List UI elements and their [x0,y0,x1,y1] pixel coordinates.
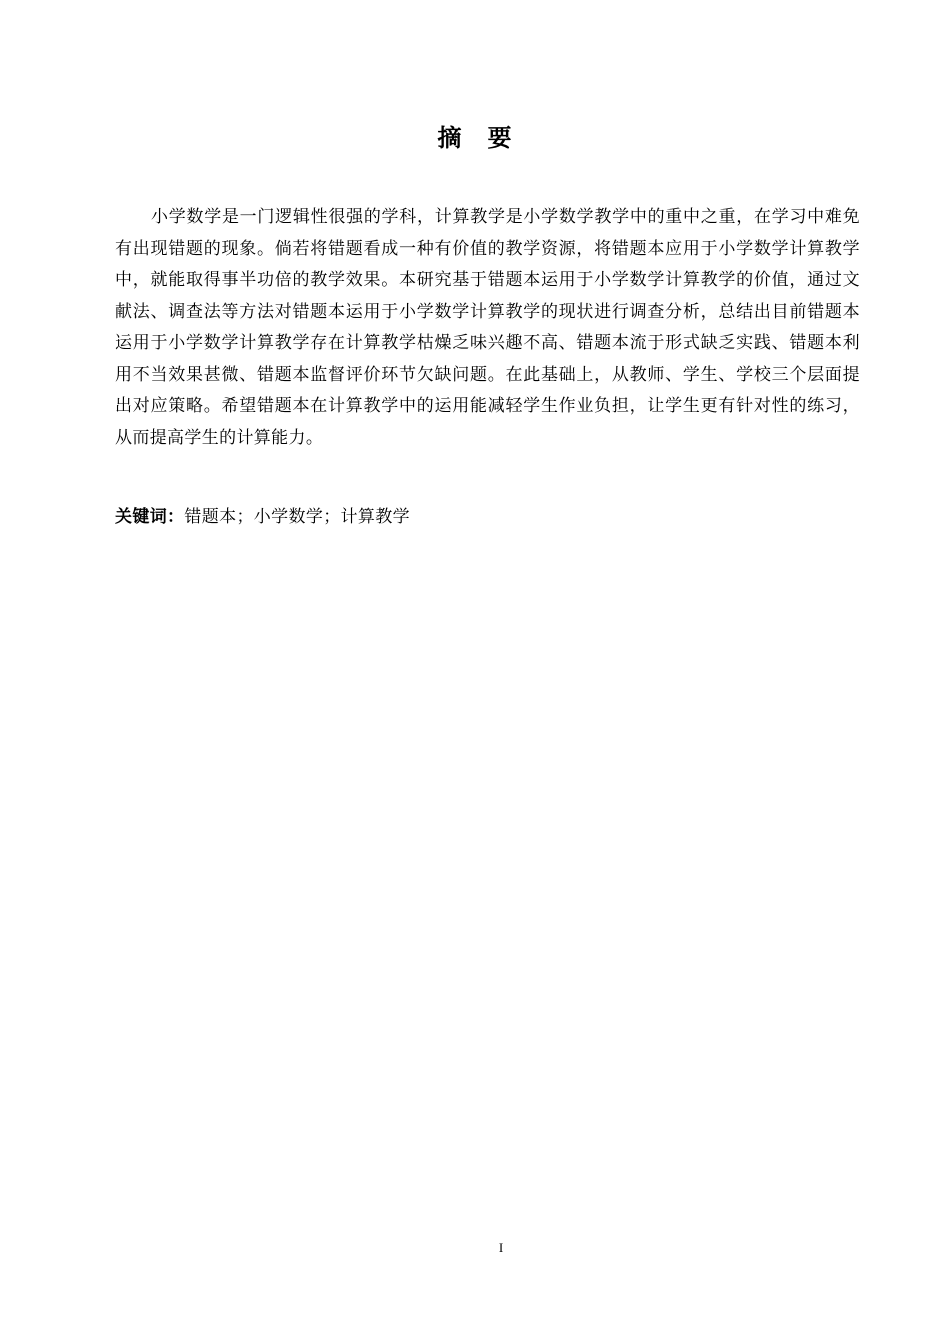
keywords-line [115,502,860,532]
keywords-text: 错题本；小学数学；计算教学 [184,507,410,527]
keywords-label: 关键词： [115,507,185,527]
abstract-paragraph: 小学数学是一门逻辑性很强的学科，计算教学是小学数学教学中的重中之重，在学习中难免有出现错题的现象。倘若将错题看成一种有价值的教学资源，将错题本应用于小学数学计算教学中，就能取得事半功倍的教学效果。本研究基于错题本运用于小学数学计算教学的价值，通过文献法、调查法等方法对错题本运用于小学数学计算教学的现状进行调查分析，总结出目前错题本运用于小学数学计算教学存在计算教学枯燥乏味兴趣不高、错题本流于形式缺乏实践、错题本利用不当效果甚微、错题本监督评价环节欠缺问题。在此基础上，从教师、学生、学校三个层面提出对应策略。希望错题本在计算教学中的运用能减轻学生作业负担，让学生更有针对性的练习，从而提高学生的计算能力。 [115,207,860,448]
page-title: 摘要 [437,124,538,152]
page-number: I [498,1240,504,1255]
